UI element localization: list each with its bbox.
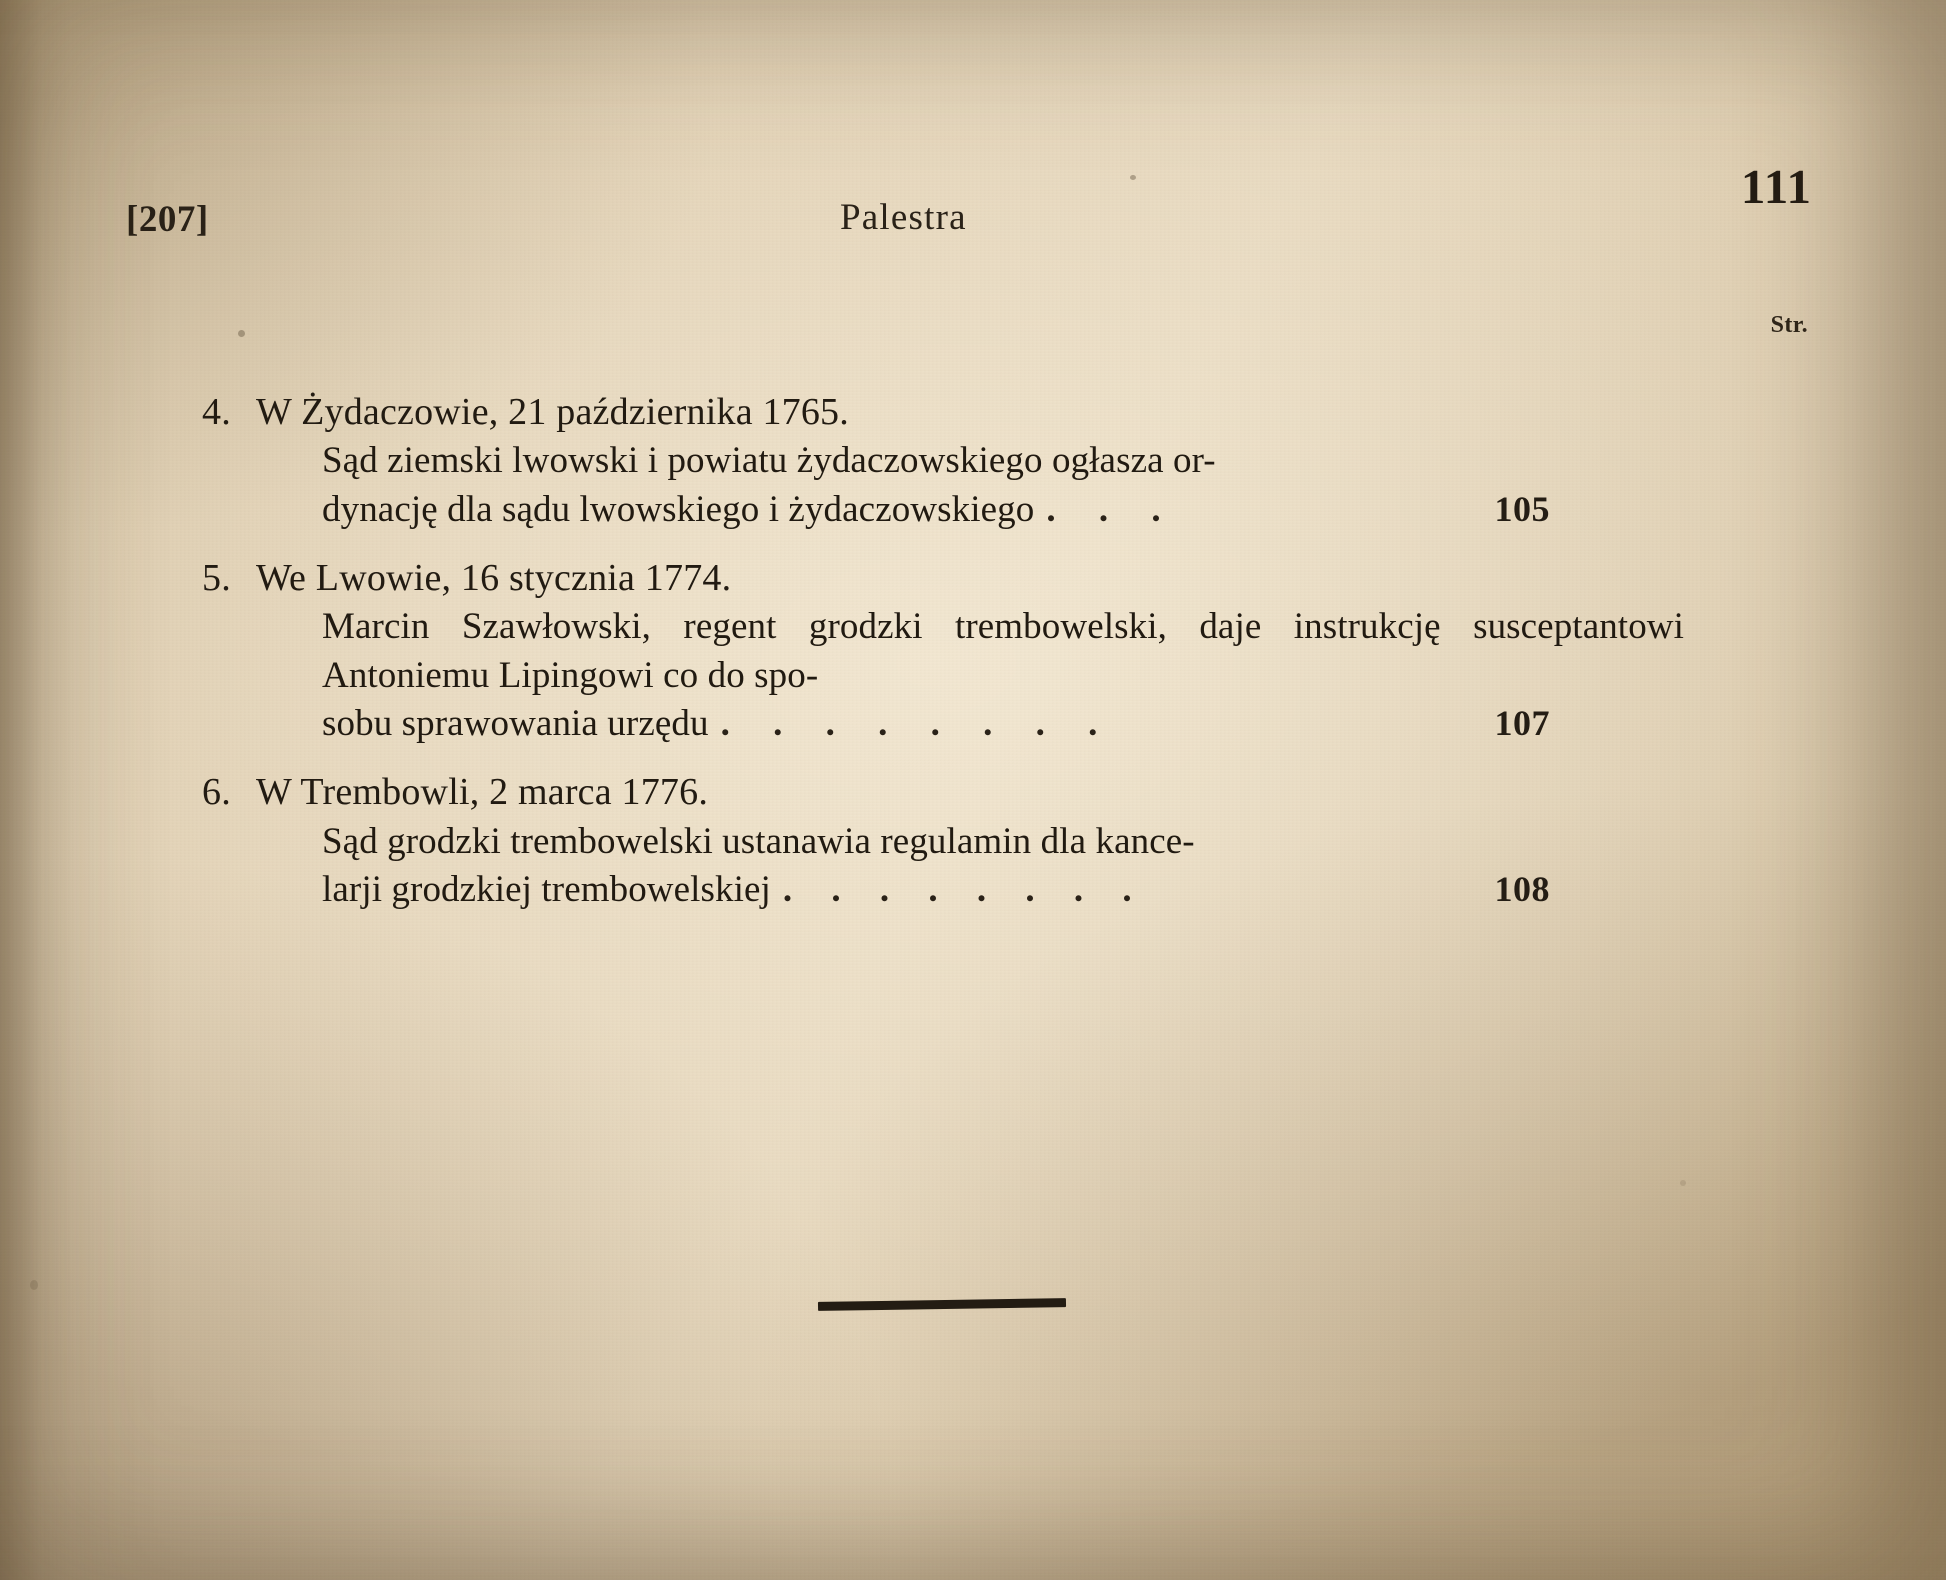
toc-entry-title-text: W Żydaczowie, 21 października 1765.: [256, 391, 849, 433]
page-number: 111: [1740, 159, 1812, 214]
leader-dots: . . .: [1046, 488, 1178, 530]
toc-entry: [0, 388, 1946, 534]
toc-entry-title: [202, 388, 1946, 437]
toc-entry-title-text: We Lwowie, 16 stycznia 1774.: [256, 556, 732, 599]
section-divider-rule: [818, 1298, 1066, 1311]
toc-entry-description: [322, 818, 1684, 915]
leader-dots: . . . . . . . .: [782, 868, 1147, 910]
toc-entry-number: 6.: [202, 771, 231, 814]
toc-desc-line: dynację dla sądu lwowskiego i żydaczowskiego: [322, 488, 1035, 530]
toc-entry-number: 5.: [202, 556, 231, 599]
toc-entry-title: [202, 768, 1946, 817]
table-of-contents: [0, 388, 1946, 934]
toc-desc-line: instrukcję susceptantowi Antoniemu Lipingowi co do spo-: [322, 606, 1684, 696]
toc-entry: [0, 554, 1946, 748]
toc-desc-last-line: [322, 866, 1684, 914]
toc-desc-line: larji grodzkiej trembowelskiej: [322, 868, 771, 910]
toc-entry-page: 108: [1494, 868, 1550, 909]
toc-entry-number: 4.: [202, 391, 231, 433]
toc-desc-last-line: [322, 700, 1684, 748]
toc-entry-title-text: W Trembowli, 2 marca 1776.: [256, 771, 709, 814]
toc-entry-description: [322, 437, 1684, 534]
running-head-title: Palestra: [840, 197, 967, 238]
folio-bracket: [207]: [126, 199, 209, 240]
column-header-str: Str.: [1770, 312, 1808, 338]
toc-desc-last-line: [322, 486, 1684, 534]
toc-desc-line: Sąd grodzki trembowelski ustanawia regulamin dla kance-: [322, 820, 1195, 862]
toc-entry: [0, 768, 1946, 914]
toc-entry-page: 105: [1494, 488, 1550, 529]
toc-desc-line: sobu sprawowania urzędu: [322, 702, 709, 744]
toc-entry-page: 107: [1494, 702, 1550, 743]
leader-dots: . . . . . . . .: [720, 702, 1115, 744]
toc-desc-line: Marcin Szawłowski, regent grodzki trembowelski, daje: [322, 606, 1262, 648]
toc-entry-description: [322, 603, 1684, 748]
toc-desc-line: Sąd ziemski lwowski i powiatu żydaczowskiego ogłasza or-: [322, 440, 1216, 482]
toc-entry-title: [202, 554, 1946, 603]
